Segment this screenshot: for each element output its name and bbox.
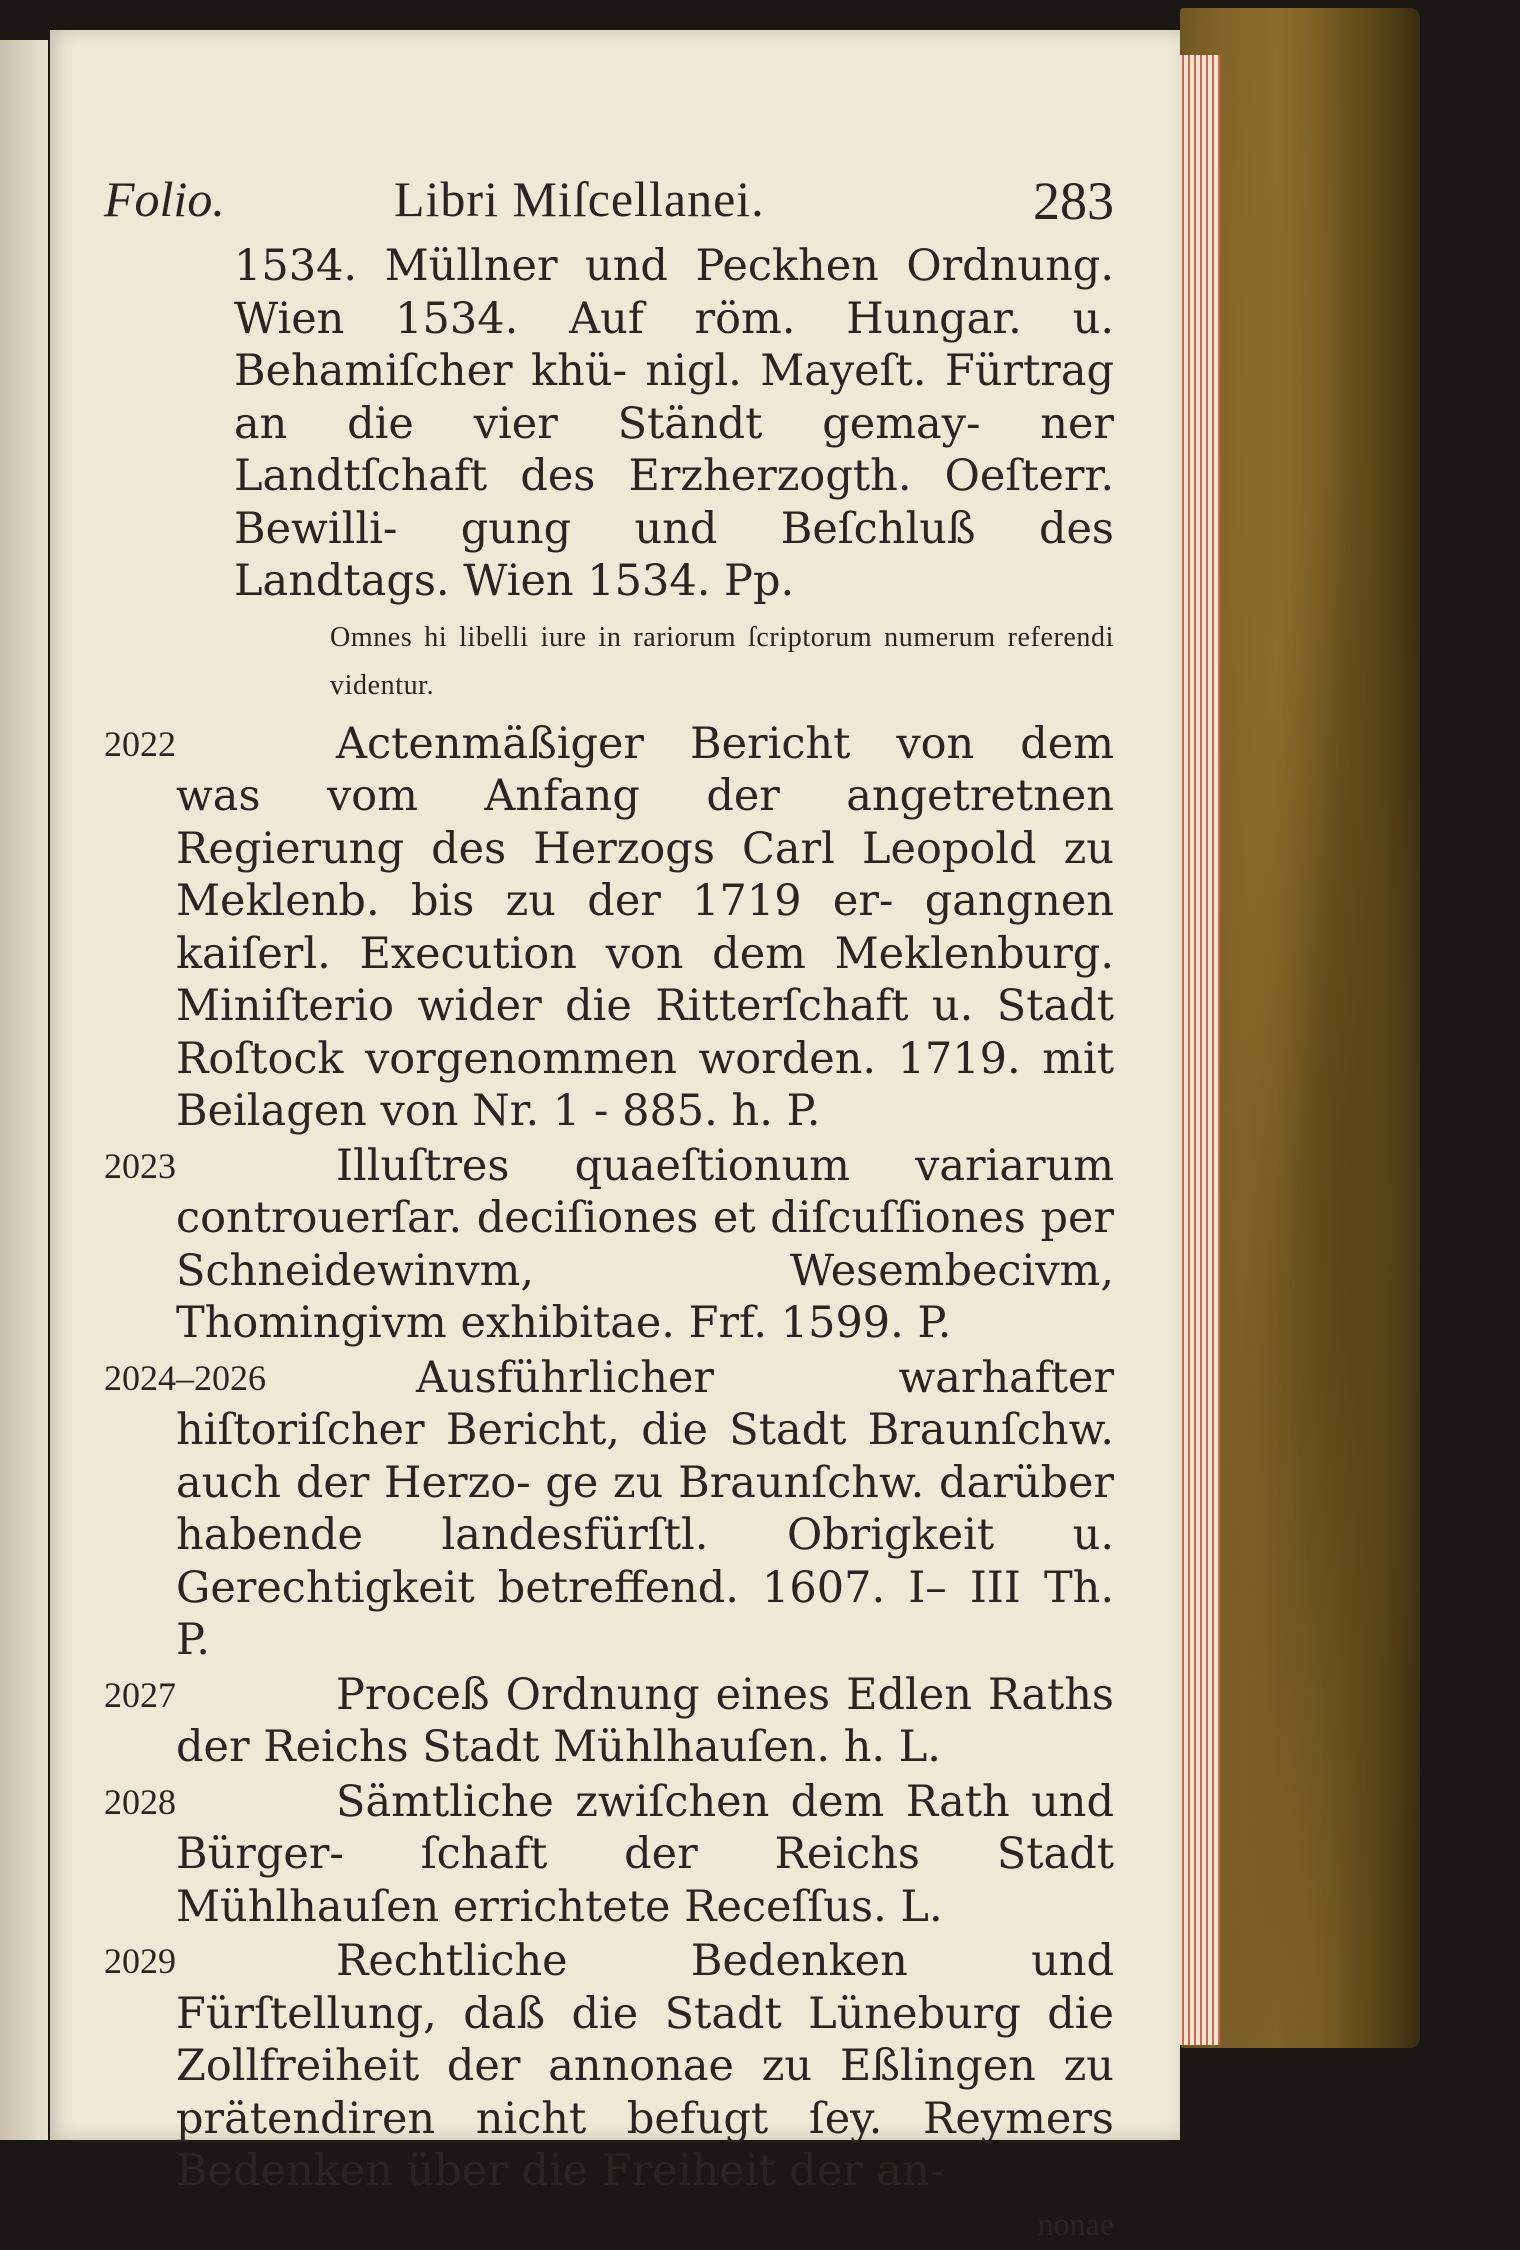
page-number: 283 [1033,171,1114,231]
catalog-entry [104,1669,1114,1774]
catalog-entry [104,1935,1114,2198]
catalog-entry [104,1140,1114,1350]
catalog-entry [104,1776,1114,1934]
entry-text: Rechtliche Bedenken und Fürſtellung, daß die Stadt Lüneburg die Zollfreiheit der annonae zu Eßlingen zu prätendiren nicht befugt ſey. Reymers Bedenken über die Freiheit der an- [176,1936,1114,2196]
format-label: Folio. [104,171,225,227]
facing-page [0,40,48,2140]
catalog-entry [104,1352,1114,1667]
entry-number: 2022 [104,723,176,764]
entry-number: 2024–2026 [104,1357,266,1398]
entry-text: Illuſtres quaeſtionum variarum controuerſar. deciſiones et diſcuſſiones per Schneidewinvm, Wesembecivm, Thomingivm exhibitae. Frf. 1599. P. [176,1140,1114,1348]
entry-number: 2028 [104,1781,176,1822]
entry-number: 2023 [104,1145,176,1186]
running-header [104,160,1114,240]
catchword: nonae [1037,2205,1114,2242]
book-page [50,30,1180,2242]
entry-number: 2029 [104,1941,176,1981]
catalog-entry [104,718,1114,1138]
page-content [104,160,1114,2250]
entry-text: Sämtliche zwiſchen dem Rath und Bürger- ſchaft der Reichs Stadt Mühlhauſen errichtete Receſſus. L. [176,1776,1114,1932]
entry-text: Proceß Ordnung eines Edlen Raths der Reichs Stadt Mühlhauſen. h. L. [176,1669,1114,1772]
entry-text: Ausführlicher warhafter hiſtoriſcher Bericht, die Stadt Braunſchw. auch der Herzo- ge zu Braunſchw. darüber habende landesfürſtl. Obrigkeit u. Gerechtigkeit betreffend. 1607. I– III Th. P. [176,1352,1114,1665]
entry-number: 2027 [104,1674,176,1715]
editor-note: Omnes hi libelli iure in rariorum ſcriptorum numerum referendi videntur. [330,621,1114,701]
running-title: Libri Miſcellanei. [394,171,765,227]
intro-continuation: 1534. Müllner und Peckhen Ordnung. Wien 1534. Auf röm. Hungar. u. Behamiſcher khü- nigl. Mayeſt. Fürtrag an die vier Ständt gemay- ner Landtſchaft des Erzherzogth. Oeſterr. Bewilli- gung und Beſchluß des Landtags. Wien 1534. Pp. [234,241,1114,606]
entry-text: Actenmäßiger Bericht von dem was vom Anfang der angetretnen Regierung des Herzogs Carl Leopold zu Meklenb. bis zu der 1719 er- gangnen kaiſerl. Execution von dem Meklenburg. Miniſterio wider die Ritterſchaft u. Stadt Roſtock vorgenommen worden. 1719. mit Beilagen von Nr. 1 - 885. h. P. [176,718,1114,1136]
